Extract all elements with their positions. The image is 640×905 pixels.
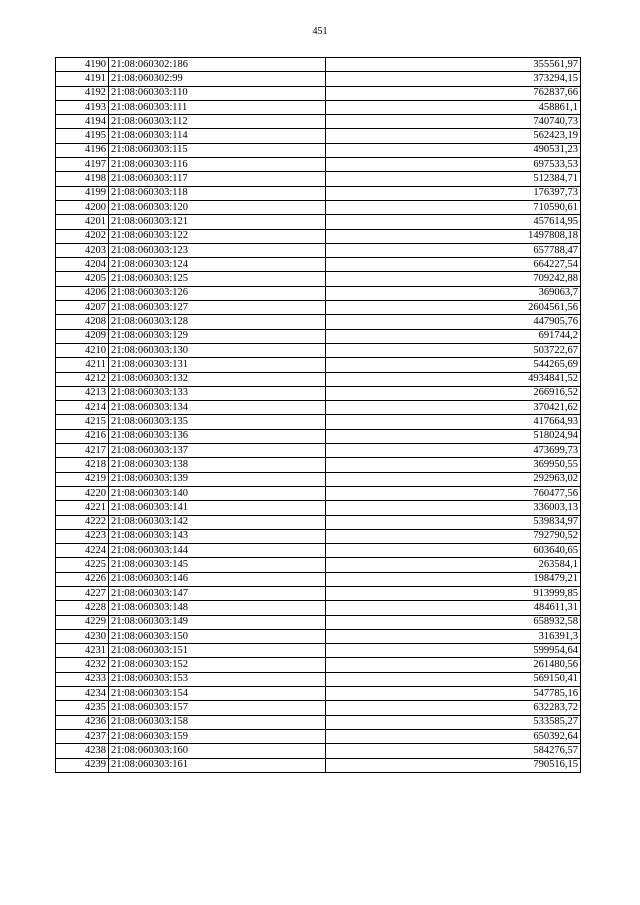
row-number-cell: 4203 [56, 243, 109, 257]
row-number-cell: 4211 [56, 358, 109, 372]
cadastral-number-cell: 21:08:060303:151 [109, 644, 326, 658]
row-number-cell: 4221 [56, 501, 109, 515]
cadastral-number-cell: 21:08:060303:138 [109, 458, 326, 472]
table-row [56, 358, 581, 372]
cadastral-number-cell: 21:08:060302:186 [109, 58, 326, 72]
table-row [56, 372, 581, 386]
table-row [56, 129, 581, 143]
table-row [56, 286, 581, 300]
row-number-cell: 4223 [56, 529, 109, 543]
table-row [56, 429, 581, 443]
row-number-cell: 4234 [56, 687, 109, 701]
cadastral-number-cell: 21:08:060303:122 [109, 229, 326, 243]
row-number-cell: 4227 [56, 586, 109, 600]
cadastral-number-cell: 21:08:060303:139 [109, 472, 326, 486]
cadastral-number-cell: 21:08:060303:131 [109, 358, 326, 372]
table-row [56, 215, 581, 229]
table-row [56, 258, 581, 272]
table-row [56, 415, 581, 429]
row-number-cell: 4206 [56, 286, 109, 300]
row-number-cell: 4196 [56, 143, 109, 157]
table-row [56, 687, 581, 701]
table-row [56, 401, 581, 415]
row-number-cell: 4213 [56, 386, 109, 400]
row-number-cell: 4215 [56, 415, 109, 429]
cadastral-value-cell: 562423,19 [326, 129, 581, 143]
cadastral-number-cell: 21:08:060303:134 [109, 401, 326, 415]
cadastral-value-cell: 261480,56 [326, 658, 581, 672]
table-row [56, 572, 581, 586]
table-row [56, 301, 581, 315]
table-row [56, 729, 581, 743]
cadastral-value-cell: 417664,93 [326, 415, 581, 429]
row-number-cell: 4202 [56, 229, 109, 243]
cadastral-number-cell: 21:08:060303:120 [109, 200, 326, 214]
cadastral-value-cell: 2604561,56 [326, 301, 581, 315]
cadastral-number-cell: 21:08:060303:110 [109, 86, 326, 100]
cadastral-value-cell: 336003,13 [326, 501, 581, 515]
cadastral-value-cell: 176397,73 [326, 186, 581, 200]
table-row [56, 744, 581, 758]
cadastral-value-cell: 263584,1 [326, 558, 581, 572]
cadastral-number-cell: 21:08:060303:129 [109, 329, 326, 343]
row-number-cell: 4222 [56, 515, 109, 529]
row-number-cell: 4232 [56, 658, 109, 672]
table-row [56, 58, 581, 72]
cadastral-number-cell: 21:08:060303:115 [109, 143, 326, 157]
row-number-cell: 4235 [56, 701, 109, 715]
cadastral-number-cell: 21:08:060303:150 [109, 629, 326, 643]
table-row [56, 115, 581, 129]
cadastral-value-cell: 740740,73 [326, 115, 581, 129]
cadastral-value-cell: 539834,97 [326, 515, 581, 529]
cadastral-value-table [55, 57, 581, 773]
cadastral-value-cell: 369950,55 [326, 458, 581, 472]
row-number-cell: 4233 [56, 672, 109, 686]
cadastral-value-cell: 266916,52 [326, 386, 581, 400]
table-row [56, 329, 581, 343]
table-row [56, 529, 581, 543]
cadastral-number-cell: 21:08:060303:136 [109, 429, 326, 443]
row-number-cell: 4212 [56, 372, 109, 386]
cadastral-value-cell: 544265,69 [326, 358, 581, 372]
cadastral-value-cell: 457614,95 [326, 215, 581, 229]
table-row [56, 658, 581, 672]
row-number-cell: 4224 [56, 544, 109, 558]
cadastral-number-cell: 21:08:060303:158 [109, 715, 326, 729]
table-row [56, 158, 581, 172]
row-number-cell: 4207 [56, 301, 109, 315]
row-number-cell: 4197 [56, 158, 109, 172]
cadastral-number-cell: 21:08:060303:116 [109, 158, 326, 172]
row-number-cell: 4204 [56, 258, 109, 272]
row-number-cell: 4192 [56, 86, 109, 100]
cadastral-number-cell: 21:08:060303:146 [109, 572, 326, 586]
cadastral-number-cell: 21:08:060303:147 [109, 586, 326, 600]
row-number-cell: 4228 [56, 601, 109, 615]
cadastral-value-cell: 658932,58 [326, 615, 581, 629]
table-row [56, 200, 581, 214]
cadastral-number-cell: 21:08:060303:124 [109, 258, 326, 272]
table-row [56, 644, 581, 658]
table-row [56, 629, 581, 643]
row-number-cell: 4194 [56, 115, 109, 129]
row-number-cell: 4198 [56, 172, 109, 186]
row-number-cell: 4217 [56, 444, 109, 458]
cadastral-number-cell: 21:08:060303:114 [109, 129, 326, 143]
cadastral-number-cell: 21:08:060303:144 [109, 544, 326, 558]
cadastral-number-cell: 21:08:060303:141 [109, 501, 326, 515]
cadastral-value-cell: 760477,56 [326, 486, 581, 500]
cadastral-value-cell: 792790,52 [326, 529, 581, 543]
cadastral-number-cell: 21:08:060303:160 [109, 744, 326, 758]
cadastral-number-cell: 21:08:060303:121 [109, 215, 326, 229]
cadastral-number-cell: 21:08:060303:118 [109, 186, 326, 200]
cadastral-value-cell: 316391,3 [326, 629, 581, 643]
cadastral-value-cell: 603640,65 [326, 544, 581, 558]
row-number-cell: 4236 [56, 715, 109, 729]
table-row [56, 315, 581, 329]
cadastral-value-cell: 503722,67 [326, 343, 581, 357]
table-row [56, 186, 581, 200]
table-row [56, 758, 581, 772]
cadastral-value-cell: 547785,16 [326, 687, 581, 701]
table-row [56, 715, 581, 729]
table-row [56, 143, 581, 157]
row-number-cell: 4209 [56, 329, 109, 343]
table-row [56, 272, 581, 286]
cadastral-value-cell: 512384,71 [326, 172, 581, 186]
cadastral-value-cell: 664227,54 [326, 258, 581, 272]
cadastral-value-cell: 1497808,18 [326, 229, 581, 243]
row-number-cell: 4205 [56, 272, 109, 286]
cadastral-value-cell: 709242,88 [326, 272, 581, 286]
cadastral-number-cell: 21:08:060303:111 [109, 100, 326, 114]
table-row [56, 586, 581, 600]
cadastral-number-cell: 21:08:060303:140 [109, 486, 326, 500]
table-row [56, 100, 581, 114]
cadastral-value-cell: 913999,85 [326, 586, 581, 600]
cadastral-number-cell: 21:08:060303:135 [109, 415, 326, 429]
cadastral-value-cell: 518024,94 [326, 429, 581, 443]
cadastral-number-cell: 21:08:060303:143 [109, 529, 326, 543]
cadastral-value-cell: 710590,61 [326, 200, 581, 214]
cadastral-number-cell: 21:08:060303:161 [109, 758, 326, 772]
cadastral-value-cell: 584276,57 [326, 744, 581, 758]
table-row [56, 672, 581, 686]
cadastral-number-cell: 21:08:060303:130 [109, 343, 326, 357]
cadastral-number-cell: 21:08:060303:159 [109, 729, 326, 743]
table-row [56, 601, 581, 615]
cadastral-value-cell: 473699,73 [326, 444, 581, 458]
table-row [56, 243, 581, 257]
cadastral-value-cell: 533585,27 [326, 715, 581, 729]
table-row [56, 558, 581, 572]
cadastral-value-cell: 458861,1 [326, 100, 581, 114]
table-row [56, 515, 581, 529]
table-row [56, 86, 581, 100]
cadastral-value-cell: 369063,7 [326, 286, 581, 300]
table-row [56, 444, 581, 458]
cadastral-value-cell: 697533,53 [326, 158, 581, 172]
row-number-cell: 4231 [56, 644, 109, 658]
row-number-cell: 4200 [56, 200, 109, 214]
cadastral-value-cell: 484611,31 [326, 601, 581, 615]
cadastral-value-cell: 691744,2 [326, 329, 581, 343]
cadastral-number-cell: 21:08:060303:154 [109, 687, 326, 701]
row-number-cell: 4239 [56, 758, 109, 772]
row-number-cell: 4220 [56, 486, 109, 500]
cadastral-value-cell: 599954,64 [326, 644, 581, 658]
cadastral-number-cell: 21:08:060303:132 [109, 372, 326, 386]
cadastral-value-cell: 632283,72 [326, 701, 581, 715]
row-number-cell: 4208 [56, 315, 109, 329]
cadastral-number-cell: 21:08:060303:112 [109, 115, 326, 129]
cadastral-number-cell: 21:08:060303:117 [109, 172, 326, 186]
cadastral-value-cell: 657788,47 [326, 243, 581, 257]
row-number-cell: 4190 [56, 58, 109, 72]
cadastral-value-cell: 490531,23 [326, 143, 581, 157]
table-row [56, 386, 581, 400]
cadastral-number-cell: 21:08:060303:153 [109, 672, 326, 686]
table-row [56, 615, 581, 629]
row-number-cell: 4230 [56, 629, 109, 643]
table-body [56, 58, 581, 773]
row-number-cell: 4195 [56, 129, 109, 143]
cadastral-value-cell: 373294,15 [326, 72, 581, 86]
cadastral-value-cell: 790516,15 [326, 758, 581, 772]
cadastral-number-cell: 21:08:060303:157 [109, 701, 326, 715]
cadastral-number-cell: 21:08:060302:99 [109, 72, 326, 86]
cadastral-number-cell: 21:08:060303:123 [109, 243, 326, 257]
row-number-cell: 4218 [56, 458, 109, 472]
cadastral-value-cell: 355561,97 [326, 58, 581, 72]
table-row [56, 486, 581, 500]
cadastral-value-cell: 292963,02 [326, 472, 581, 486]
row-number-cell: 4214 [56, 401, 109, 415]
table-row [56, 701, 581, 715]
row-number-cell: 4199 [56, 186, 109, 200]
cadastral-number-cell: 21:08:060303:137 [109, 444, 326, 458]
cadastral-number-cell: 21:08:060303:148 [109, 601, 326, 615]
row-number-cell: 4216 [56, 429, 109, 443]
cadastral-value-cell: 198479,21 [326, 572, 581, 586]
table-row [56, 458, 581, 472]
table-row [56, 72, 581, 86]
table-row [56, 172, 581, 186]
cadastral-value-cell: 370421,62 [326, 401, 581, 415]
cadastral-number-cell: 21:08:060303:125 [109, 272, 326, 286]
cadastral-number-cell: 21:08:060303:149 [109, 615, 326, 629]
table-row [56, 343, 581, 357]
row-number-cell: 4237 [56, 729, 109, 743]
cadastral-value-cell: 569150,41 [326, 672, 581, 686]
row-number-cell: 4226 [56, 572, 109, 586]
cadastral-number-cell: 21:08:060303:128 [109, 315, 326, 329]
table-row [56, 229, 581, 243]
row-number-cell: 4201 [56, 215, 109, 229]
cadastral-value-cell: 650392,64 [326, 729, 581, 743]
cadastral-value-cell: 762837,66 [326, 86, 581, 100]
cadastral-number-cell: 21:08:060303:152 [109, 658, 326, 672]
cadastral-number-cell: 21:08:060303:145 [109, 558, 326, 572]
cadastral-number-cell: 21:08:060303:126 [109, 286, 326, 300]
row-number-cell: 4219 [56, 472, 109, 486]
row-number-cell: 4191 [56, 72, 109, 86]
cadastral-value-cell: 447905,76 [326, 315, 581, 329]
row-number-cell: 4225 [56, 558, 109, 572]
page-number: 451 [312, 26, 328, 37]
row-number-cell: 4238 [56, 744, 109, 758]
table-row [56, 472, 581, 486]
cadastral-number-cell: 21:08:060303:127 [109, 301, 326, 315]
table-row [56, 544, 581, 558]
row-number-cell: 4193 [56, 100, 109, 114]
cadastral-number-cell: 21:08:060303:142 [109, 515, 326, 529]
cadastral-number-cell: 21:08:060303:133 [109, 386, 326, 400]
table-row [56, 501, 581, 515]
cadastral-value-cell: 4934841,52 [326, 372, 581, 386]
row-number-cell: 4210 [56, 343, 109, 357]
row-number-cell: 4229 [56, 615, 109, 629]
